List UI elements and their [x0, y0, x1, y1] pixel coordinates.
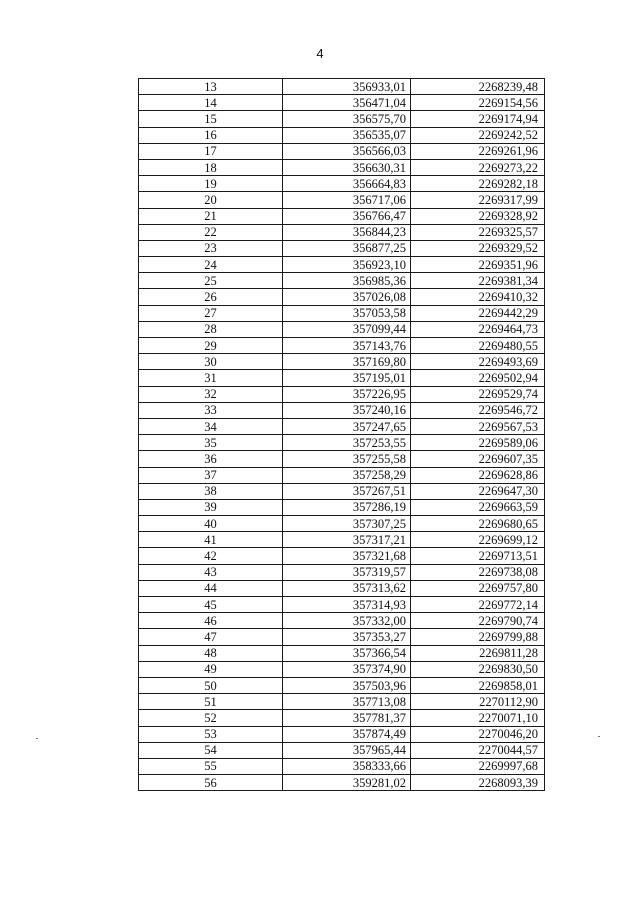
coordinates-table	[138, 78, 545, 791]
point-number-cell: 45	[139, 597, 283, 613]
point-number-cell: 41	[139, 532, 283, 548]
point-number-cell: 34	[139, 418, 283, 434]
point-number-cell: 15	[139, 111, 283, 127]
table-row	[139, 159, 545, 175]
x-coordinate-cell: 357286,19	[283, 499, 411, 515]
table-row	[139, 516, 545, 532]
x-coordinate-cell: 356471,04	[283, 95, 411, 111]
point-number-cell: 43	[139, 564, 283, 580]
x-coordinate-cell: 357169,80	[283, 354, 411, 370]
y-coordinate-cell: 2269607,35	[411, 451, 545, 467]
table-row	[139, 354, 545, 370]
x-coordinate-cell: 356844,23	[283, 224, 411, 240]
point-number-cell: 27	[139, 305, 283, 321]
y-coordinate-cell: 2269282,18	[411, 176, 545, 192]
x-coordinate-cell: 357026,08	[283, 289, 411, 305]
x-coordinate-cell: 357353,27	[283, 629, 411, 645]
y-coordinate-cell: 2269351,96	[411, 257, 545, 273]
point-number-cell: 38	[139, 483, 283, 499]
y-coordinate-cell: 2269997,68	[411, 758, 545, 774]
table-row	[139, 386, 545, 402]
table-row	[139, 613, 545, 629]
scan-speck	[36, 738, 38, 739]
x-coordinate-cell: 357240,16	[283, 402, 411, 418]
x-coordinate-cell: 357267,51	[283, 483, 411, 499]
y-coordinate-cell: 2269757,80	[411, 580, 545, 596]
y-coordinate-cell: 2269567,53	[411, 418, 545, 434]
table-row	[139, 564, 545, 580]
x-coordinate-cell: 357319,57	[283, 564, 411, 580]
y-coordinate-cell: 2269154,56	[411, 95, 545, 111]
y-coordinate-cell: 2269713,51	[411, 548, 545, 564]
x-coordinate-cell: 357307,25	[283, 516, 411, 532]
y-coordinate-cell: 2270046,20	[411, 726, 545, 742]
y-coordinate-cell: 2269680,65	[411, 516, 545, 532]
table-row	[139, 726, 545, 742]
point-number-cell: 33	[139, 402, 283, 418]
x-coordinate-cell: 356923,10	[283, 257, 411, 273]
table-row	[139, 580, 545, 596]
table-row	[139, 338, 545, 354]
point-number-cell: 20	[139, 192, 283, 208]
x-coordinate-cell: 357247,65	[283, 418, 411, 434]
y-coordinate-cell: 2269589,06	[411, 435, 545, 451]
point-number-cell: 24	[139, 257, 283, 273]
point-number-cell: 21	[139, 208, 283, 224]
x-coordinate-cell: 356535,07	[283, 127, 411, 143]
y-coordinate-cell: 2269799,88	[411, 629, 545, 645]
table-row	[139, 289, 545, 305]
table-row	[139, 435, 545, 451]
x-coordinate-cell: 357874,49	[283, 726, 411, 742]
table-row	[139, 370, 545, 386]
x-coordinate-cell: 357321,68	[283, 548, 411, 564]
y-coordinate-cell: 2268239,48	[411, 79, 545, 95]
table-row	[139, 273, 545, 289]
table-row	[139, 499, 545, 515]
y-coordinate-cell: 2269663,59	[411, 499, 545, 515]
y-coordinate-cell: 2269442,29	[411, 305, 545, 321]
x-coordinate-cell: 357195,01	[283, 370, 411, 386]
point-number-cell: 36	[139, 451, 283, 467]
point-number-cell: 28	[139, 321, 283, 337]
x-coordinate-cell: 357317,21	[283, 532, 411, 548]
y-coordinate-cell: 2269273,22	[411, 159, 545, 175]
x-coordinate-cell: 357253,55	[283, 435, 411, 451]
table-row	[139, 483, 545, 499]
x-coordinate-cell: 357374,90	[283, 661, 411, 677]
table-row	[139, 79, 545, 95]
x-coordinate-cell: 357313,62	[283, 580, 411, 596]
x-coordinate-cell: 357781,37	[283, 710, 411, 726]
point-number-cell: 26	[139, 289, 283, 305]
x-coordinate-cell: 357332,00	[283, 613, 411, 629]
point-number-cell: 55	[139, 758, 283, 774]
y-coordinate-cell: 2269381,34	[411, 273, 545, 289]
x-coordinate-cell: 357255,58	[283, 451, 411, 467]
scan-speck	[598, 736, 600, 737]
table-row	[139, 95, 545, 111]
table-row	[139, 451, 545, 467]
point-number-cell: 22	[139, 224, 283, 240]
x-coordinate-cell: 357965,44	[283, 742, 411, 758]
x-coordinate-cell: 357053,58	[283, 305, 411, 321]
point-number-cell: 46	[139, 613, 283, 629]
page-number: 4	[316, 46, 324, 61]
y-coordinate-cell: 2269699,12	[411, 532, 545, 548]
x-coordinate-cell: 357366,54	[283, 645, 411, 661]
point-number-cell: 51	[139, 694, 283, 710]
point-number-cell: 29	[139, 338, 283, 354]
y-coordinate-cell: 2270112,90	[411, 694, 545, 710]
table-row	[139, 127, 545, 143]
y-coordinate-cell: 2269502,94	[411, 370, 545, 386]
point-number-cell: 47	[139, 629, 283, 645]
point-number-cell: 53	[139, 726, 283, 742]
table-row	[139, 645, 545, 661]
y-coordinate-cell: 2270044,57	[411, 742, 545, 758]
point-number-cell: 31	[139, 370, 283, 386]
table-row	[139, 710, 545, 726]
point-number-cell: 40	[139, 516, 283, 532]
table-row	[139, 192, 545, 208]
table-row	[139, 467, 545, 483]
y-coordinate-cell: 2269546,72	[411, 402, 545, 418]
y-coordinate-cell: 2269242,52	[411, 127, 545, 143]
table-row	[139, 758, 545, 774]
y-coordinate-cell: 2269772,14	[411, 597, 545, 613]
y-coordinate-cell: 2270071,10	[411, 710, 545, 726]
y-coordinate-cell: 2269647,30	[411, 483, 545, 499]
point-number-cell: 23	[139, 240, 283, 256]
x-coordinate-cell: 356630,31	[283, 159, 411, 175]
x-coordinate-cell: 357258,29	[283, 467, 411, 483]
y-coordinate-cell: 2269328,92	[411, 208, 545, 224]
table-row	[139, 305, 545, 321]
table-row	[139, 677, 545, 693]
table-row	[139, 224, 545, 240]
point-number-cell: 25	[139, 273, 283, 289]
table-row	[139, 402, 545, 418]
x-coordinate-cell: 356717,06	[283, 192, 411, 208]
point-number-cell: 54	[139, 742, 283, 758]
y-coordinate-cell: 2269325,57	[411, 224, 545, 240]
table-row	[139, 418, 545, 434]
y-coordinate-cell: 2269329,52	[411, 240, 545, 256]
x-coordinate-cell: 358333,66	[283, 758, 411, 774]
point-number-cell: 49	[139, 661, 283, 677]
x-coordinate-cell: 357713,08	[283, 694, 411, 710]
point-number-cell: 16	[139, 127, 283, 143]
table-row	[139, 597, 545, 613]
table-row	[139, 111, 545, 127]
y-coordinate-cell: 2269738,08	[411, 564, 545, 580]
point-number-cell: 50	[139, 677, 283, 693]
x-coordinate-cell: 357099,44	[283, 321, 411, 337]
point-number-cell: 52	[139, 710, 283, 726]
y-coordinate-cell: 2269493,69	[411, 354, 545, 370]
y-coordinate-cell: 2269529,74	[411, 386, 545, 402]
table-row	[139, 661, 545, 677]
point-number-cell: 13	[139, 79, 283, 95]
point-number-cell: 44	[139, 580, 283, 596]
point-number-cell: 14	[139, 95, 283, 111]
y-coordinate-cell: 2269858,01	[411, 677, 545, 693]
y-coordinate-cell: 2269811,28	[411, 645, 545, 661]
x-coordinate-cell: 356877,25	[283, 240, 411, 256]
y-coordinate-cell: 2269830,50	[411, 661, 545, 677]
x-coordinate-cell: 357503,96	[283, 677, 411, 693]
table-row	[139, 742, 545, 758]
table-row	[139, 240, 545, 256]
x-coordinate-cell: 357314,93	[283, 597, 411, 613]
table-row	[139, 548, 545, 564]
y-coordinate-cell: 2269628,86	[411, 467, 545, 483]
x-coordinate-cell: 357226,95	[283, 386, 411, 402]
x-coordinate-cell: 356766,47	[283, 208, 411, 224]
y-coordinate-cell: 2269410,32	[411, 289, 545, 305]
table-row	[139, 143, 545, 159]
x-coordinate-cell: 356985,36	[283, 273, 411, 289]
point-number-cell: 37	[139, 467, 283, 483]
point-number-cell: 32	[139, 386, 283, 402]
table-row	[139, 694, 545, 710]
table-row	[139, 775, 545, 791]
y-coordinate-cell: 2269480,55	[411, 338, 545, 354]
coordinates-table-body	[139, 79, 545, 791]
x-coordinate-cell: 356566,03	[283, 143, 411, 159]
table-row	[139, 176, 545, 192]
y-coordinate-cell: 2269790,74	[411, 613, 545, 629]
y-coordinate-cell: 2269261,96	[411, 143, 545, 159]
table-row	[139, 321, 545, 337]
point-number-cell: 39	[139, 499, 283, 515]
point-number-cell: 17	[139, 143, 283, 159]
point-number-cell: 18	[139, 159, 283, 175]
table-row	[139, 257, 545, 273]
x-coordinate-cell: 359281,02	[283, 775, 411, 791]
x-coordinate-cell: 356664,83	[283, 176, 411, 192]
x-coordinate-cell: 357143,76	[283, 338, 411, 354]
table-row	[139, 629, 545, 645]
point-number-cell: 30	[139, 354, 283, 370]
point-number-cell: 48	[139, 645, 283, 661]
point-number-cell: 19	[139, 176, 283, 192]
y-coordinate-cell: 2269317,99	[411, 192, 545, 208]
x-coordinate-cell: 356933,01	[283, 79, 411, 95]
point-number-cell: 35	[139, 435, 283, 451]
x-coordinate-cell: 356575,70	[283, 111, 411, 127]
table-row	[139, 532, 545, 548]
y-coordinate-cell: 2268093,39	[411, 775, 545, 791]
point-number-cell: 42	[139, 548, 283, 564]
y-coordinate-cell: 2269174,94	[411, 111, 545, 127]
table-row	[139, 208, 545, 224]
y-coordinate-cell: 2269464,73	[411, 321, 545, 337]
point-number-cell: 56	[139, 775, 283, 791]
